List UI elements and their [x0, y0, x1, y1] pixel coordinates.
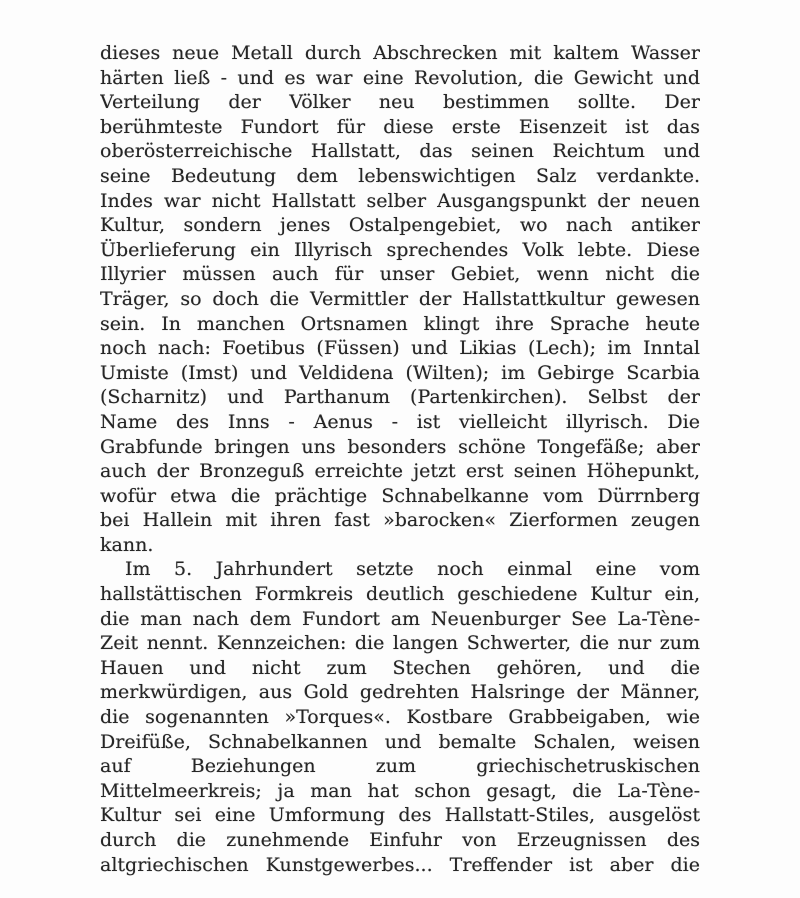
text-line: sein. In manchen Ortsnamen klingt ihre Sprache heute — [100, 312, 700, 335]
text-line: hallstättischen Formkreis deutlich geschiedene Kultur ein, — [100, 583, 700, 606]
text-line: noch nach: Foetibus (Füssen) und Likias (Lech); im Inntal — [100, 337, 700, 360]
text-line: merkwürdigen, aus Gold gedrehten Halsringe der Männer, — [100, 681, 700, 704]
text-line: durch die zunehmende Einfuhr von Erzeugnissen des — [100, 829, 700, 851]
paragraph-2 — [100, 557, 700, 877]
text-line: Überlieferung ein Illyrisch sprechendes Volk lebte. Diese — [100, 238, 700, 261]
text-line: härten ließ - und es war eine Revolution, die Gewicht und — [100, 66, 700, 89]
text-line: bei Hallein mit ihren fast »barocken« Zierformen zeugen — [100, 509, 700, 532]
text-line: wofür etwa die prächtige Schnabelkanne vom Dürrnberg — [100, 484, 700, 507]
text-line: Kultur, sondern jenes Ostalpengebiet, wo nach antiker — [100, 214, 700, 237]
text-line: Dreifüße, Schnabelkannen und bemalte Schalen, weisen — [100, 730, 700, 753]
text-line: Mittelmeerkreis; ja man hat schon gesagt, die La-Tène- — [100, 779, 700, 802]
text-line: Umiste (Imst) und Veldidena (Wilten); im Gebirge Scarbia — [100, 361, 700, 384]
paragraph-1 — [100, 41, 700, 557]
text-line: seine Bedeutung dem lebenswichtigen Salz verdankte. — [100, 164, 700, 187]
text-line: Verteilung der Völker neu bestimmen sollte. Der — [100, 91, 700, 114]
text-line: Indes war nicht Hallstatt selber Ausgangspunkt der neuen — [100, 189, 700, 212]
text-line: Name des Inns - Aenus - ist vielleicht illyrisch. Die — [100, 410, 700, 433]
text-line: Hauen und nicht zum Stechen gehören, und die — [100, 656, 700, 679]
text-line: auch der Bronzeguß erreichte jetzt erst seinen Höhepunkt, — [100, 460, 700, 483]
text-line: Illyrier müssen auch für unser Gebiet, wenn nicht die — [100, 263, 700, 286]
text-line: kann. — [100, 533, 154, 556]
text-line: Zeit nennt. Kennzeichen: die langen Schwerter, die nur zum — [100, 632, 700, 655]
text-line: oberösterreichische Hallstatt, das seinen Reichtum und — [100, 140, 700, 163]
text-line: (Scharnitz) und Parthanum (Partenkirchen). Selbst der — [100, 386, 700, 409]
text-line: berühmteste Fundort für diese erste Eisenzeit ist das — [100, 115, 700, 138]
text-line: Kultur sei eine Umformung des Hallstatt-Stiles, ausgelöst — [100, 804, 700, 827]
text-line: Träger, so doch die Vermittler der Hallstattkultur gewesen — [100, 287, 700, 310]
text-line: die sogenannten »Torques«. Kostbare Grabbeigaben, wie — [100, 706, 700, 729]
text-line: Im 5. Jahrhundert setzte noch einmal eine vom — [125, 558, 700, 581]
text-line: dieses neue Metall durch Abschrecken mit kaltem Wasser — [100, 42, 700, 64]
text-line: Grabfunde bringen uns besonders schöne Tongefäße; aber — [100, 435, 700, 458]
text-line: die man nach dem Fundort am Neuenburger See La-Tène- — [100, 607, 700, 630]
text-line: auf Beziehungen zum griechischetruskischen — [100, 755, 700, 778]
text-line: altgriechischen Kunstgewerbes... Treffender ist aber die — [100, 853, 700, 876]
